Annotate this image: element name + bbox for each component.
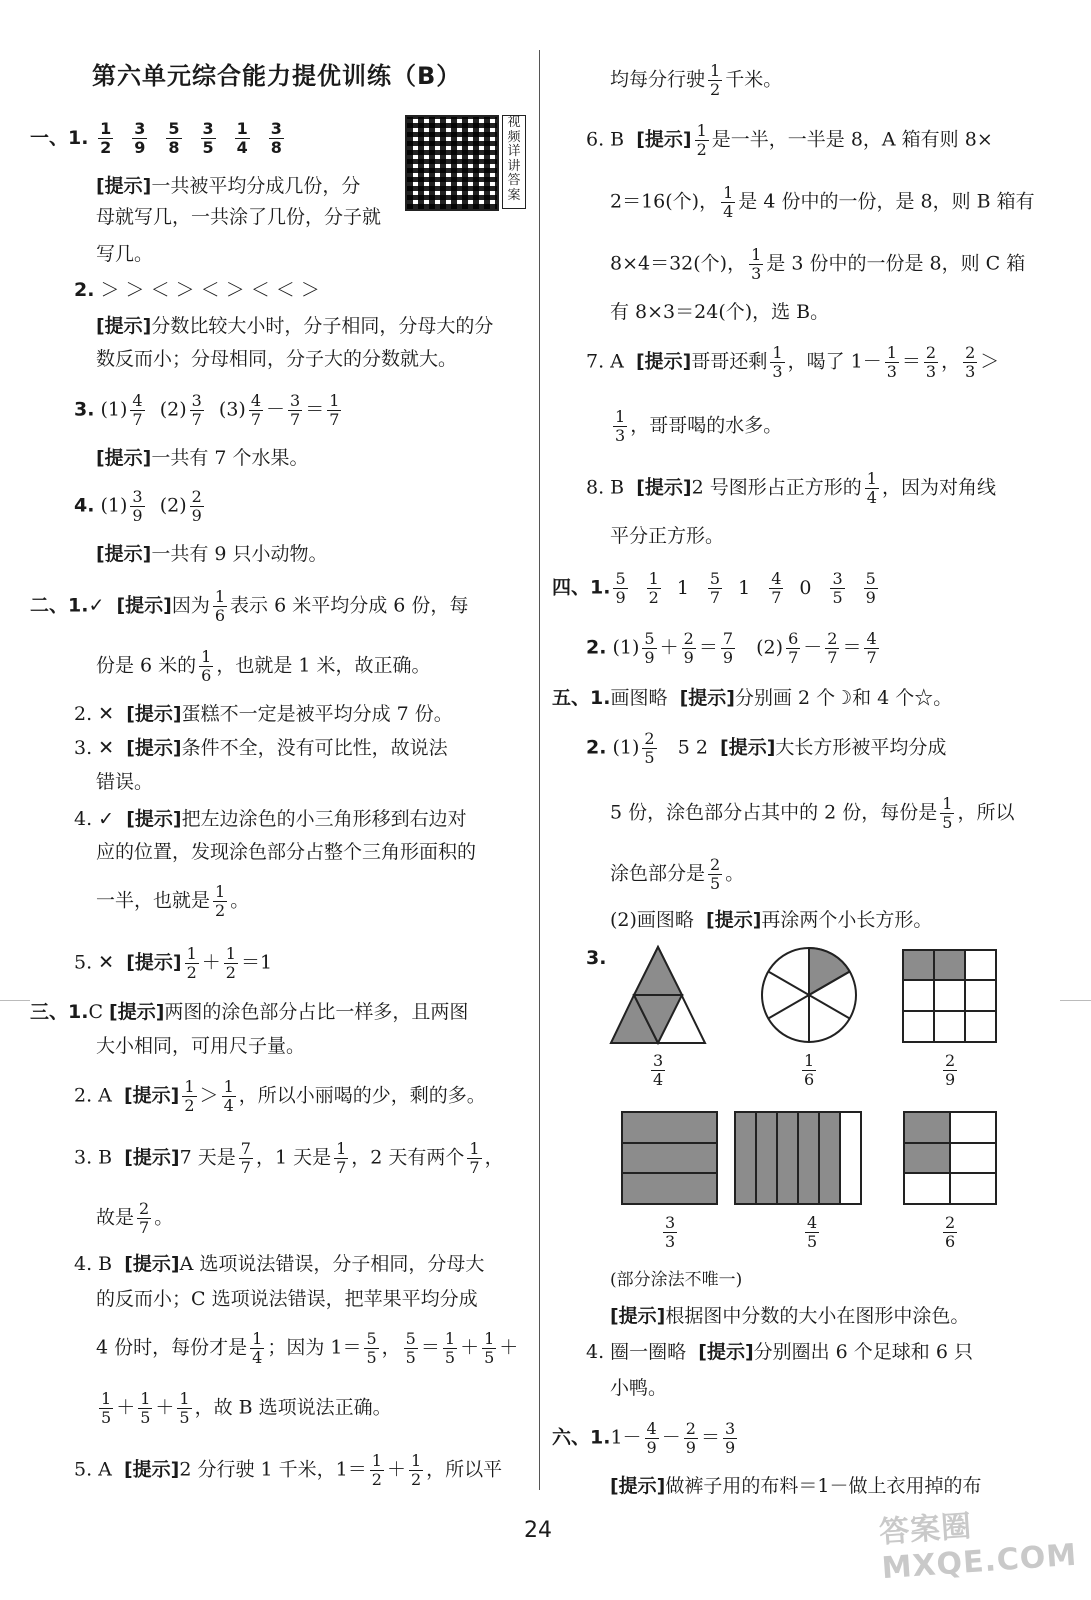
fraction: $\frac{1}{6}$ xyxy=(214,587,226,625)
section-3-q5: 5. A [提示]2 分行驶 1 千米，1＝ $\frac{1}{2}$ ＋ $\frac{1}{2}$ ，所以平 xyxy=(74,1451,503,1489)
fraction: $\frac{2}{7}$ xyxy=(827,629,838,667)
section-5-q2: 2. (1) $\frac{2}{5}$ 5 2 [提示]大长方形被平均分成 xyxy=(586,729,947,767)
fraction: $\frac{3}{9}$ xyxy=(134,119,146,157)
integer-value: 1 xyxy=(676,576,689,599)
section-3-q4-line: 的反而小；C 选项说法错误，把苹果平均分成 xyxy=(96,1288,478,1310)
section-3-q4-line: 4 份时，每份才是 $\frac{1}{4}$ ；因为 1＝ $\frac{5}{5}$ ， $\frac{5}{5}$ ＝ $\frac{1}{5}$ ＋ $\frac{1}{5}$ ＋ xyxy=(96,1329,519,1367)
fraction: $\frac{1}{6}$ xyxy=(201,647,212,685)
section-2-q3: 3. ✕ [提示]条件不全，没有可比性，故说法 xyxy=(74,737,448,759)
section-3-q2: 2. A [提示] $\frac{1}{2}$ ＞ $\frac{1}{4}$ ，所以小丽喝的少，剩的多。 xyxy=(74,1077,486,1115)
figure-label: $\frac{2}{6}$ xyxy=(945,1213,956,1251)
fraction: $\frac{3}{8}$ xyxy=(270,119,282,157)
q3-tip: [提示]一共有 7 个水果。 xyxy=(96,447,309,469)
page-number: 24 xyxy=(524,1518,552,1543)
section-3-q4-line: $\frac{1}{5}$ ＋ $\frac{1}{5}$ ＋ $\frac{1}{5}$ ，故 B 选项说法正确。 xyxy=(101,1389,392,1427)
fraction: $\frac{4}{7}$ xyxy=(771,569,782,607)
q2-tip-line: 数反而小；分母相同，分子大的分数就大。 xyxy=(96,348,458,370)
fraction: $\frac{1}{2}$ xyxy=(186,944,197,982)
section-5-q1: 五、1.画图略 [提示]分别画 2 个☽和 4 个☆。 xyxy=(552,687,953,709)
q2-tip: [提示]分数比较大小时，分子相同，分母大的分 xyxy=(96,315,494,337)
section-3-q4: 4. B [提示]A 选项说法错误，分子相同，分母大 xyxy=(74,1253,485,1275)
fraction: $\frac{2}{3}$ xyxy=(925,343,937,381)
section-2-q5: 5. ✕ [提示] $\frac{1}{2}$ ＋ $\frac{1}{2}$ ＝1 xyxy=(74,944,273,982)
figure-label: $\frac{4}{5}$ xyxy=(807,1213,818,1251)
fraction: $\frac{1}{7}$ xyxy=(329,391,340,429)
fraction: $\frac{1}{3}$ xyxy=(751,245,762,283)
fraction: $\frac{7}{9}$ xyxy=(722,629,734,667)
fraction: $\frac{1}{2}$ xyxy=(100,119,112,157)
fraction: $\frac{1}{2}$ xyxy=(215,882,226,920)
fraction: $\frac{5}{9}$ xyxy=(865,569,876,607)
section-5-q2-line: 5 份，涂色部分占其中的 2 份，每份是 $\frac{1}{5}$ ，所以 xyxy=(610,794,1015,832)
circle-figure xyxy=(762,948,856,1042)
integer-value: 0 xyxy=(799,576,812,599)
s1-tip-line: 写几。 xyxy=(96,243,154,265)
fraction: $\frac{2}{9}$ xyxy=(683,629,694,667)
fraction: $\frac{5}{8}$ xyxy=(168,119,180,157)
fraction: $\frac{4}{7}$ xyxy=(250,391,262,429)
section-3-q3-line: 故是 $\frac{2}{7}$ 。 xyxy=(96,1199,174,1237)
fraction: $\frac{1}{2}$ xyxy=(184,1077,195,1115)
fraction: $\frac{1}{4}$ xyxy=(223,1077,234,1115)
fraction: $\frac{1}{2}$ xyxy=(696,121,707,159)
fraction: $\frac{2}{7}$ xyxy=(139,1199,150,1237)
fraction: $\frac{1}{7}$ xyxy=(336,1139,347,1177)
fraction: $\frac{5}{9}$ xyxy=(644,629,655,667)
fraction: $\frac{1}{5}$ xyxy=(484,1329,495,1367)
fraction: $\frac{5}{5}$ xyxy=(405,1329,416,1367)
fraction: $\frac{1}{3}$ xyxy=(615,407,626,445)
q2-symbols: 2. ＞ ＞ ＜ ＞ ＜ ＞ ＜ ＜ ＞ xyxy=(74,279,320,301)
fraction: $\frac{1}{4}$ xyxy=(252,1329,263,1367)
watermark: 答案圈 MXQE.COM xyxy=(878,1508,1079,1587)
fraction: $\frac{4}{7}$ xyxy=(866,629,877,667)
fraction: $\frac{1}{5}$ xyxy=(444,1329,456,1367)
section-1-label: 一、1. $\frac{1}{2}$ $\frac{3}{9}$ $\frac{5}{8}$ $\frac{3}{5}$ $\frac{1}{4}$ $\frac{3}{8}$ xyxy=(30,120,300,157)
section-2-q4-line: 应的位置，发现涂色部分占整个三角形面积的 xyxy=(96,841,477,863)
q5-continued: 均每分行驶 $\frac{1}{2}$ 千米。 xyxy=(610,61,783,99)
fraction: $\frac{5}{7}$ xyxy=(709,569,721,607)
fraction: $\frac{2}{5}$ xyxy=(710,855,721,893)
section-5-q2-part2: (2)画图略 [提示]再涂两个小长方形。 xyxy=(610,909,933,931)
fraction: $\frac{1}{5}$ xyxy=(179,1389,190,1427)
s1-tip: [提示]一共被平均分成几份，分 xyxy=(96,175,361,197)
columns-5-figure xyxy=(735,1112,861,1204)
fraction: $\frac{7}{7}$ xyxy=(240,1139,251,1177)
fraction: $\frac{1}{7}$ xyxy=(469,1139,480,1177)
q8: 8. B [提示]2 号图形占正方形的 $\frac{1}{4}$ ，因为对角线 xyxy=(586,469,996,507)
grid-3x3-figure xyxy=(903,950,996,1042)
fraction: $\frac{1}{5}$ xyxy=(101,1389,112,1427)
fraction: $\frac{1}{2}$ xyxy=(225,944,236,982)
fraction: $\frac{3}{9}$ xyxy=(132,487,143,525)
fraction: $\frac{1}{2}$ xyxy=(371,1451,382,1489)
fraction: $\frac{1}{5}$ xyxy=(140,1389,151,1427)
fraction: $\frac{2}{3}$ xyxy=(965,343,976,381)
triangle-figure xyxy=(611,947,705,1043)
section-5-q2-line: 涂色部分是 $\frac{2}{5}$ 。 xyxy=(610,855,745,893)
section-2-q3-line: 错误。 xyxy=(96,771,154,793)
fraction: $\frac{1}{4}$ xyxy=(723,183,734,221)
section-3-q1: 三、1.C [提示]两图的涂色部分占比一样多，且两图 xyxy=(30,1001,469,1023)
fraction: $\frac{1}{4}$ xyxy=(866,469,877,507)
fraction: $\frac{2}{9}$ xyxy=(685,1419,696,1457)
section-5-q4: 4. 圈一圈略 [提示]分别圈出 6 个足球和 6 只 xyxy=(586,1341,973,1363)
q6: 6. B [提示] $\frac{1}{2}$ 是一半，一半是 8，A 箱有则 8× xyxy=(586,121,993,159)
section-4-q2: 2. (1) $\frac{5}{9}$ ＋ $\frac{2}{9}$ ＝ $\frac{7}{9}$ (2) $\frac{6}{7}$ － $\frac{2}{7}$ ＝ $\frac{4}{7}$ xyxy=(586,629,877,667)
figure-label: $\frac{1}{6}$ xyxy=(804,1051,815,1089)
qr-label: 视频详讲答案 xyxy=(502,115,526,209)
section-2-q1: 二、1.✓ [提示]因为 $\frac{1}{6}$ 表示 6 米平均分成 6 份，每 xyxy=(30,587,469,625)
q7: 7. A [提示]哥哥还剩 $\frac{1}{3}$ ，喝了 1－ $\frac{1}{3}$ ＝ $\frac{2}{3}$ ， $\frac{2}{3}$ ＞ xyxy=(586,343,1000,381)
section-6-q1: 六、1.1－ $\frac{4}{9}$ － $\frac{2}{9}$ ＝ $\frac{3}{9}$ xyxy=(552,1419,736,1457)
fraction: $\frac{1}{2}$ xyxy=(648,569,659,607)
fraction: $\frac{1}{5}$ xyxy=(942,794,953,832)
fraction: $\frac{5}{9}$ xyxy=(615,569,626,607)
q6-line: 有 8×3＝24(个)，选 B。 xyxy=(610,301,830,323)
fraction: $\frac{1}{2}$ xyxy=(410,1451,422,1489)
section-5-q3-label: 3. xyxy=(586,947,607,969)
fraction: $\frac{1}{3}$ xyxy=(886,343,897,381)
section-2-q1-line: 份是 6 米的 $\frac{1}{6}$ ，也就是 1 米，故正确。 xyxy=(96,647,431,685)
figure-label: $\frac{3}{3}$ xyxy=(665,1213,676,1251)
fraction: $\frac{4}{7}$ xyxy=(132,391,143,429)
page-title: 第六单元综合能力提优训练（B） xyxy=(92,62,462,90)
section-5-q4-line: 小鸭。 xyxy=(610,1377,668,1399)
note: (部分涂法不唯一) xyxy=(610,1270,743,1290)
section-3-q1-line: 大小相同，可用尺子量。 xyxy=(96,1035,306,1057)
q6-line: 8×4＝32(个)， $\frac{1}{3}$ 是 3 份中的一份是 8，则 C 箱 xyxy=(610,245,1026,283)
section-2-q4-line: 一半，也就是 $\frac{1}{2}$ 。 xyxy=(96,882,250,920)
fraction: $\frac{3}{7}$ xyxy=(191,391,202,429)
fraction: $\frac{1}{4}$ xyxy=(236,119,248,157)
fraction: $\frac{5}{5}$ xyxy=(366,1329,377,1367)
note-tip: [提示]根据图中分数的大小在图形中涂色。 xyxy=(610,1305,970,1327)
fraction: $\frac{4}{9}$ xyxy=(646,1419,657,1457)
fraction: $\frac{2}{9}$ xyxy=(191,487,202,525)
integer-value: 1 xyxy=(738,576,751,599)
fraction: $\frac{3}{5}$ xyxy=(202,119,214,157)
s1-tip-line: 母就写几，一共涂了几份，分子就 xyxy=(96,206,382,228)
figure-label: $\frac{3}{4}$ xyxy=(653,1051,664,1089)
figure-label: $\frac{2}{9}$ xyxy=(945,1051,956,1089)
fraction: $\frac{3}{7}$ xyxy=(290,391,301,429)
section-6-tip: [提示]做裤子用的布料＝1－做上衣用掉的布 xyxy=(610,1475,982,1497)
q4-tip: [提示]一共有 9 只小动物。 xyxy=(96,543,328,565)
fraction: $\frac{6}{7}$ xyxy=(788,629,799,667)
q6-line: 2＝16(个)， $\frac{1}{4}$ 是 4 份中的一份，是 8，则 B 箱有 xyxy=(610,183,1035,221)
q4-answer: 4. (1) $\frac{3}{9}$ (2) $\frac{2}{9}$ xyxy=(74,487,202,525)
section-2-q4: 4. ✓ [提示]把左边涂色的小三角形移到右边对 xyxy=(74,808,467,830)
q7-line: $\frac{1}{3}$ ，哥哥喝的水多。 xyxy=(615,407,783,445)
section-3-q3: 3. B [提示]7 天是 $\frac{7}{7}$ ，1 天是 $\frac{1}{7}$ ，2 天有两个 $\frac{1}{7}$ ， xyxy=(74,1139,504,1177)
fraction: $\frac{2}{5}$ xyxy=(644,729,655,767)
section-2-q2: 2. ✕ [提示]蛋糕不一定是被平均分成 7 份。 xyxy=(74,703,453,725)
q3-answer: 3. (1) $\frac{4}{7}$ (2) $\frac{3}{7}$ (3) $\frac{4}{7}$ － $\frac{3}{7}$ ＝ $\frac{1}{7}$ xyxy=(74,391,340,429)
fraction: $\frac{1}{2}$ xyxy=(710,61,721,99)
grid-3x2-figure xyxy=(904,1112,996,1204)
fraction: $\frac{3}{9}$ xyxy=(724,1419,736,1457)
q8-line: 平分正方形。 xyxy=(610,525,725,547)
fraction: $\frac{3}{5}$ xyxy=(832,569,843,607)
fraction: $\frac{1}{3}$ xyxy=(772,343,783,381)
rows-3-figure xyxy=(622,1112,717,1204)
section-4-q1: 四、1. $\frac{5}{9}$ $\frac{1}{2}$ 1 $\frac{5}{7}$ 1 $\frac{4}{7}$ 0 $\frac{3}{5}$ $\frac{5}{9}$ xyxy=(552,570,894,607)
